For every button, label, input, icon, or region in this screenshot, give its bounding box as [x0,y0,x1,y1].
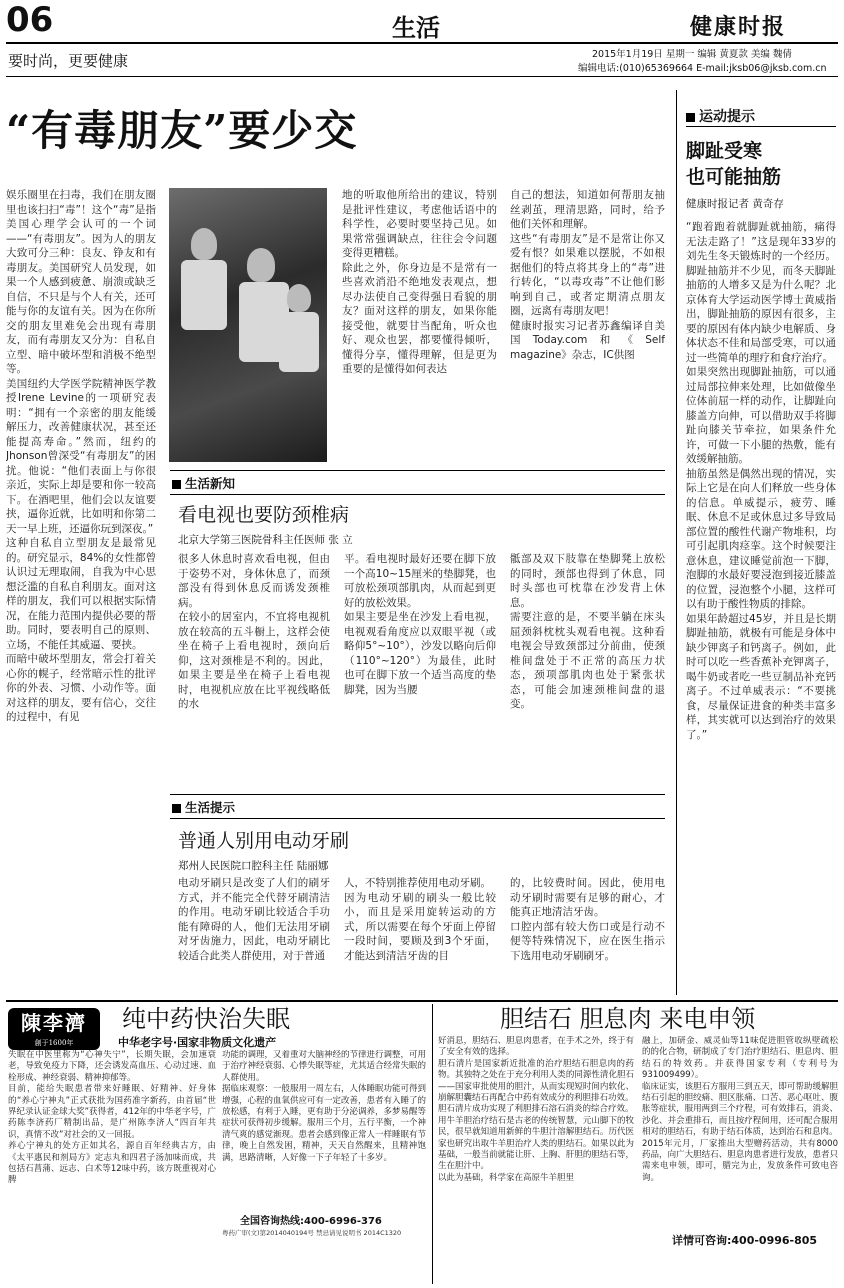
ad2-headline: 胆结石 胆息肉 来电申领 [500,1005,756,1033]
ad2-col1: 好消息，胆结石、胆息肉患者，在手术之外，终于有了安全有效的选择。 胆石清片是国家新近批准的治疗胆结石胆息肉的药物。其独特之处在于充分利用人类的同源性清化胆石——国家审批使用的胆汁，从而实现短时间内软化、崩解胆囊结石再配合中药有效成分的利胆排石功效。 胆石清片成功实现了利胆排石溶石消炎的综合疗效。 用牛羊胆治疗结石是古老的传统智慧，元山脚下的牧民，很早就知道用新鲜的牛胆汁溶解胆结石。历代医家也研究出取牛羊胆治疗人类的胆结石。如果以此为基础，一般当前就能让肝、上胸、肝胆的胆结石等，生在胆汁中。 以此为基础，科学家在高原牛羊胆里 [438,1036,634,1183]
contact-line: 编辑电话:(010)65369664 E-mail:jksb06@jksb.com.cn [578,63,827,74]
ad1-hotline[interactable]: 全国咨询热线:400-6996-376 [240,1216,382,1227]
article2-col1: 很多人休息时喜欢看电视，但由于姿势不对，身体休息了，而颈部没有得到休息反而诱发颈椎病。 在较小的居室内，不宜将电视机放在较高的五斗橱上，这样会使坐在椅子上看电视时，颈向后仰，这对颈椎是不利的。因此，如果主要是坐在椅子上看电视时，电视机应放在比平视线略低的水 [178,553,330,710]
sidebar-headline-2: 也可能抽筋 [686,166,782,188]
page-number: 06 [6,0,54,40]
date-line: 2015年1月19日 星期一 编辑 黄夏款 美编 魏倩 [592,49,792,60]
sidebar-tag: 运动提示 [686,106,755,126]
square-bullet-icon [686,113,695,122]
masthead-logo: 健康时报 [690,14,787,40]
article2-col3: 骶部及双下肢靠在垫脚凳上放松的同时，颈部也得到了休息，同时头部也可枕靠在沙发背上休息。 需要注意的是，不要半躺在床头屈颈斜枕枕头观看电视。这种看电视会导致颈部过分前曲，使颈椎间盘处于不正常的高压力状态，颈项部肌肉也处于紧张状态，可能会加速颈椎间盘的退变。 [510,553,665,710]
article-photo [169,188,327,462]
ad1-logo: 陳李濟 創于1600年 [8,1008,100,1050]
sidebar-body: “跑着跑着就脚趾就抽筋，痛得无法走路了！”这是现年33岁的刘先生冬天锻炼时的一个经历。脚趾抽筋并不少见，而冬天脚趾抽筋的人增多又是为什么呢？北京体育大学运动医学博士黄威指出，脚趾抽筋的原因有很多，主要的原因有体内缺少电解质、身体状态不佳和局部受寒，可以通过一些简单的理疗和食疗治疗。 如果突然出现脚趾抽筋，可以通过局部拉伸来处理，比如做像坐位体前屈一样的动作，让脚趾向膝盖方向伸，可以借助双手将脚趾向膝关节牵拉，如果条件允许，可做一下小腿的热敷，能有效缓解抽筋。 抽筋虽然是偶然出现的情况，实际上它是在向人们释放一些身体的信息。单威提示，疲劳、睡眠、休息不足或休息过多导致局部位置的酸性代谢产物堆积，均可引起肌肉痉挛。这个时候要注意休息，建议睡觉前泡一下脚，泡脚的水最好要浸泡到接近膝盖的位置，浸泡整个小腿，这样可以有助于酸性物质的排除。 如果年龄超过45岁，并且是长期脚趾抽筋，就极有可能是身体中缺少钾离子和钙离子。例如，此时可以吃一些香蕉补充钾离子，喝牛奶或者吃一些豆制品补充钙离子。不过单威表示：“不要挑食，尽量保证进食的种类丰富多样，其实就可以达到治疗的效果了。” [686,221,836,741]
article3-col2: 人，不特别推荐使用电动牙刷。 因为电动牙刷的刷头一般比较小，而且是采用旋转运动的方式，所以需要在每个牙面上停留一段时间，要顾及到3个牙面，才能达到清洁牙齿的目 [344,877,496,962]
ad1-col2: 功能的调理，又着重对大脑神经的节律进行调整，可用于治疗神经衰弱、心悸失眠等症，尤其适合经常失眠的人群使用。 据临床观察：一般服用一周左右，人体睡眠功能可得到增强，心程的血氧供应可有一定改善，患者有入睡了的放松感，有利于入睡，更有助于分泌调养，多梦易醒等症状可获得初步缓解。服用三个月，五行平衡，一个神清气爽的感觉渐现。患者会感到像正常人一样睡眠有节律，晚上自然发困，精神，天天自然醒来，且精神饱满，思路清晰，人好像一下子年轻了十多岁。 [222,1050,426,1163]
sidebar-headline-1: 脚趾受寒 [686,140,763,162]
article2-tag: 生活新知 [172,474,235,492]
ad1-headline: 纯中药快治失眠 [122,1005,290,1033]
ad2-hotline[interactable]: 详情可咨询:400-0996-805 [672,1234,818,1247]
article2-byline: 北京大学第三医院骨科主任医师 张 立 [178,534,353,546]
square-bullet-icon [172,480,181,489]
article3-col1: 电动牙刷只是改变了人们的刷牙方式，并不能完全代替牙刷清洁的作用。电动牙刷比较适合手功能有障碍的人，他们无法用牙刷对牙齿施力，因此，电动牙刷比较适合此类人群使用，对于普通 [178,877,330,962]
ad1-fineprint: 粤药广审(文)第2014040194号 禁忌请见说明书 2014C1320 [222,1229,402,1237]
article2-headline: 看电视也要防颈椎病 [178,504,350,526]
article3-tag: 生活提示 [172,798,235,816]
main-article-col2: 地的听取他所给出的建议，特别是批评性建议，考虑他话语中的科学性，必要时要坚持己见。如果常常强调缺点，往往会令问题变得更糟糕。 除此之外，你身边是不是常有一些喜欢消沿不绝地发表观点，想尽办法使自己变得强日看貌的朋友？面对这样的朋友，如果你能接受他，就要甘当配角，听众也好、观众也罢，都要懂得倾听，懂得分享，懂得理解，但是更为重要的是懂得如何表达 [342,189,497,375]
sidebar-byline: 健康时报记者 黄奇存 [686,198,784,210]
main-article-col1: 娱乐圈里在扫毒，我们在朋友圈里也该扫扫“毒”！这个“毒”是指美国心理学会认可的一个词——“有毒朋友”。因为人的朋友大致可分三种：良友、铮友和有毒朋友。美国研究人员发现，如果一个人感到疲惫、崩溃或缺乏自信，不只是与个人有关，还可能与你的友谊有关。因为在你所交的朋友里难免会出现有毒朋友，而有毒朋友又分为：自私自立型、暗中破坏型和消极不绝型等。 美国纽约大学医学院精神医学教授Irene Levine的一项研究表明：“拥有一个亲密的朋友能缓解压力，改善健康状况，甚至还能提高寿命。”然而，纽约的Jhonson曾深受“有毒朋友”的困扰。他说：“他们表面上与你很亲近，实际上却是要和你一较高下。在酒吧里，他们会以友谊要挟，逼你近就，比如明和你第二天一早上班，还逼你玩到深夜。” 这种自私自立型朋友是最常见的。研究显示，84%的女性都曾认识过无理取闹，自我为中心思想泛滥的自私自利朋友。面对这样的朋友，我们可以根据实际情况，在能力范围内提供必要的帮助。同时，要表明自己的原则、立场，不能任其威逼、要挟。 而暗中破坏型朋友，常会打着关心你的幌子，经常暗示性的批评你的外表、习惯、小动作等。面对这样的朋友，要有信心，交往的过程中，有见 [6,189,156,723]
square-bullet-icon [172,804,181,813]
ad1-col1: 失眠在中医里称为“心神失宁”，长期失眠，会加速衰老，导致免疫力下降，还会诱发高血压、心动过速、血栓形成、神经衰弱、精神抑郁等。 目前，能给失眠患者带来好睡眠、好精神、好身体的“养心宁神丸”正式获批为国药准字新药，由首届“世界纪录认证金球大奖”获得者，412年的中华老字号，广药陈李济药厂精制出品，是广州陈李济人“四百年共识，真情不改”对社会的又一回报。 养心宁神丸的处方正如其名，源自百年经典古方，由《太平惠民和剂局方》定志丸和四君子汤加味而成，共包括石菖蒲、远志、白术等12味中药，该方既重视对心脾 [8,1050,216,1186]
slogan: 要时尚，更要健康 [8,52,129,70]
ad1-subhead: 中华老字号·国家非物质文化遗产 [118,1036,277,1049]
section-title: 生活 [392,13,440,42]
ad2-col2: 融上，加研金、威灵仙等11味促进胆管收纵壁疏松的的化合物，研制成了专门治疗胆结石、胆息肉、胆结石的特效药。并获得国家专利（专利号为931009499）。 临床证实，该胆石方服用三到五天，即可帮助缓解胆结石引起的胆绞痛、胆区胀痛、口苦、恶心呕吐、腹胀等症状，服用两到三个疗程，可有效排石，消炎、沙化、并会重排石，而且按疗程间用，还可配合服用相对的胆结石，有助于结石体质，达到治石和息肉。 2015年元月，厂家推出大型赠药活动，共有8000药品，向广大胆结石、胆息肉患者进行发放，患者只需来电申领，即可，腊完为止，发放条件可致电咨询。 [642,1036,838,1183]
main-headline: “有毒朋友”要少交 [6,106,358,155]
article2-col2: 平。看电视时最好还要在脚下放一个高10~15厘米的垫脚凳，也可放松颈项部肌肉，从而起到更好的放松效果。 如果主要是坐在沙发上看电视，电视观看角度应以双眼平视（或略仰5°~10°），沙发以略向后仰（110°~120°）为最佳，此时也可在脚下放一个适当高度的垫脚凳，因为当腰 [344,553,496,696]
article3-byline: 郑州人民医院口腔科主任 陆丽娜 [178,860,329,872]
article3-col3: 的，比较费时间。因此，使用电动牙刷时需要有足够的耐心，才能真正地清洁牙齿。 口腔内部有较大伤口或是行动不便等特殊情况下，应在医生指示下选用电动牙刷刷牙。 [510,877,665,962]
article3-headline: 普通人别用电动牙刷 [178,830,350,852]
main-article-col3: 自己的想法，知道如何帮朋友抽丝剥茧，理清思路，同时，给予他们关怀和理解。 这些“有毒朋友”是不是常让你又爱有恨？如果难以摆脱，不如根据他们的特点将其身上的“毒”进行转化，“以毒攻毒”不让他们影响到自己，或者定期清点朋友圈，远离有毒朋友吧！ 健康时报实习记者苏鑫编译自美国Today.com和《Self magazine》杂志，IC供图 [510,189,665,361]
